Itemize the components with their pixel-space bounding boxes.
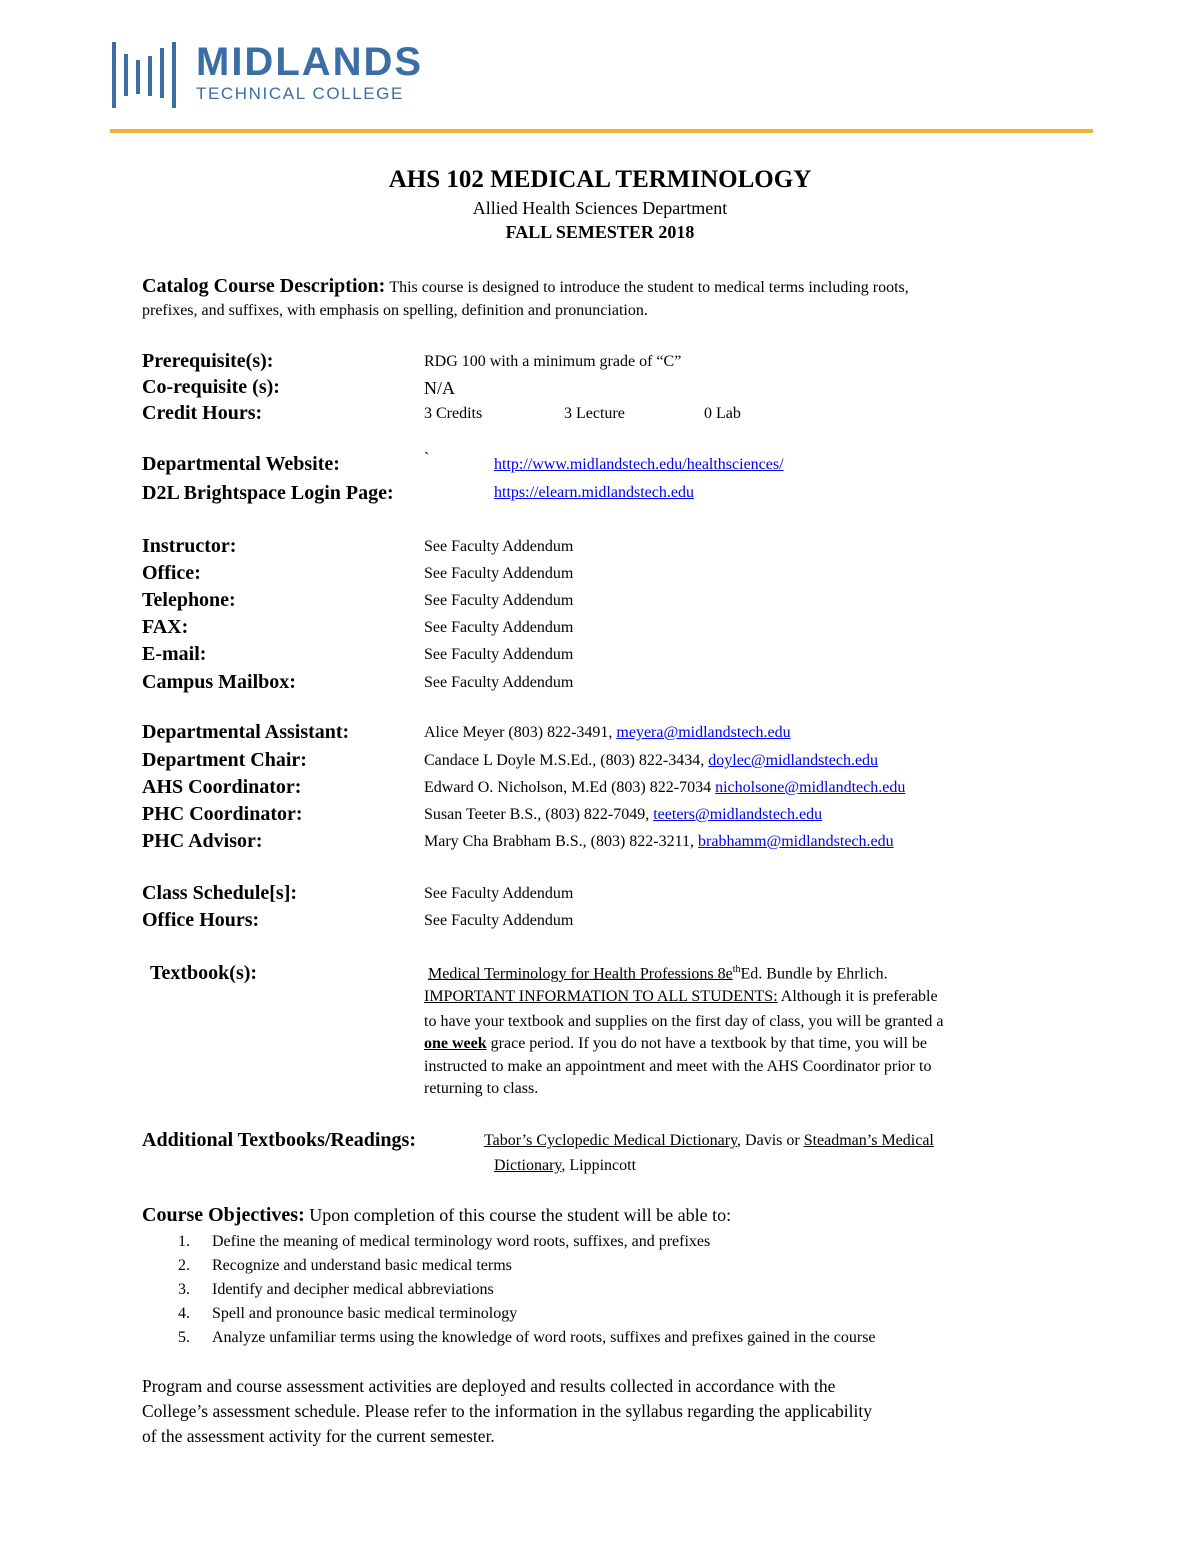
lab-value: 0 Lab xyxy=(704,405,741,422)
additional-mid: , Davis or xyxy=(737,1132,804,1149)
college-subtitle: TECHNICAL COLLEGE xyxy=(196,84,404,103)
objective-text: Define the meaning of medical terminology word roots, suffixes, and prefixes xyxy=(212,1233,711,1250)
email-value: See Faculty Addendum xyxy=(424,646,574,663)
steadmans-dictionary-cont: Dictionary xyxy=(494,1157,562,1174)
additional-textbooks-line2 xyxy=(494,1157,636,1175)
contact-text: Edward O. Nicholson, M.Ed (803) 822-7034 xyxy=(424,779,716,796)
ahs-coordinator-label: AHS Coordinator: xyxy=(142,776,302,798)
assessment-line1: Program and course assessment activities are deployed and results collected in accordance with the xyxy=(142,1376,836,1396)
catalog-text-line1: This course is designed to introduce the student to medical terms including roots, xyxy=(389,279,909,296)
objective-text: Analyze unfamiliar terms using the knowledge of word roots, suffixes and prefixes gained in the course xyxy=(212,1329,876,1346)
email-link[interactable]: nicholsone@midlandtech.edu xyxy=(715,779,906,796)
course-objectives-label: Course Objectives: xyxy=(142,1204,305,1226)
tabers-dictionary: Tabor’s Cyclopedic Medical Dictionary xyxy=(484,1132,738,1149)
campus-mailbox-label: Campus Mailbox: xyxy=(142,671,296,693)
email-link[interactable]: meyera@midlandstech.edu xyxy=(616,724,791,741)
campus-mailbox-value: See Faculty Addendum xyxy=(424,674,574,691)
objective-number: 4. xyxy=(178,1305,190,1322)
textbook-label: Textbook(s): xyxy=(150,962,258,984)
additional-end: , Lippincott xyxy=(561,1157,637,1174)
contact-text: Alice Meyer (803) 822-3491, xyxy=(424,724,617,741)
college-name: MIDLANDS xyxy=(196,40,424,84)
additional-textbooks-line1 xyxy=(484,1132,934,1150)
catalog-description xyxy=(142,275,909,298)
lecture-value: 3 Lecture xyxy=(564,405,625,422)
email-link[interactable]: doylec@midlandstech.edu xyxy=(708,752,879,769)
credits-value: 3 Credits xyxy=(424,405,483,422)
department-chair-value xyxy=(424,752,878,770)
office-value: See Faculty Addendum xyxy=(424,565,574,582)
departmental-website-link[interactable]: http://www.midlandstech.edu/healthsciences/ xyxy=(494,456,784,473)
important-notice: IMPORTANT INFORMATION TO ALL STUDENTS: xyxy=(424,988,778,1005)
ahs-coordinator-value xyxy=(424,779,905,797)
textbook-edition-rest: Ed. Bundle by Ehrlich. xyxy=(740,965,888,983)
departmental-assistant-value xyxy=(424,724,791,742)
course-objectives-heading xyxy=(142,1204,731,1227)
textbook-line6: returning to class. xyxy=(424,1080,539,1097)
corequisite-value: N/A xyxy=(424,378,455,398)
office-hours-value: See Faculty Addendum xyxy=(424,912,574,929)
objective-number: 2. xyxy=(178,1257,190,1274)
objective-text: Identify and decipher medical abbreviations xyxy=(212,1281,494,1298)
prerequisite-label: Prerequisite(s): xyxy=(142,350,274,372)
important-text: Although it is preferable xyxy=(777,988,938,1005)
email-link[interactable]: brabhamm@midlandstech.edu xyxy=(698,833,894,850)
semester: FALL SEMESTER 2018 xyxy=(505,222,695,242)
contact-text: Mary Cha Brabham B.S., (803) 822-3211, xyxy=(424,833,699,850)
department-name: Allied Health Sciences Department xyxy=(472,198,728,218)
textbook-title: Medical Terminology for Health Professions 8e xyxy=(428,965,733,983)
textbook-title-line xyxy=(428,964,888,983)
telephone-value: See Faculty Addendum xyxy=(424,592,574,609)
phc-advisor-value xyxy=(424,833,894,851)
objective-number: 1. xyxy=(178,1233,190,1250)
grace-period-text: grace period. If you do not have a textbook by that time, you will be xyxy=(486,1035,927,1052)
fax-label: FAX: xyxy=(142,616,189,638)
objective-number: 5. xyxy=(178,1329,190,1346)
email-label: E-mail: xyxy=(142,643,207,665)
phc-coordinator-label: PHC Coordinator: xyxy=(142,803,303,825)
contact-text: Susan Teeter B.S., (803) 822-7049, xyxy=(424,806,654,823)
instructor-label: Instructor: xyxy=(142,535,237,557)
phc-advisor-label: PHC Advisor: xyxy=(142,830,263,852)
textbook-important-line xyxy=(424,988,938,1006)
fax-value: See Faculty Addendum xyxy=(424,619,574,636)
textbook-line4 xyxy=(424,1035,927,1053)
steadmans-dictionary: Steadman’s Medical xyxy=(803,1132,934,1149)
catalog-label: Catalog Course Description: xyxy=(142,275,386,297)
textbook-edition-sup: th xyxy=(732,964,741,975)
assessment-line3: of the assessment activity for the current semester. xyxy=(142,1426,495,1446)
class-schedule-label: Class Schedule[s]: xyxy=(142,882,298,904)
course-objectives-intro: Upon completion of this course the student will be able to: xyxy=(304,1205,732,1225)
course-title: AHS 102 MEDICAL TERMINOLOGY xyxy=(388,166,812,193)
objective-text: Spell and pronounce basic medical terminology xyxy=(212,1305,518,1322)
textbook-line5: instructed to make an appointment and meet with the AHS Coordinator prior to xyxy=(424,1058,932,1075)
credit-hours-label: Credit Hours: xyxy=(142,402,263,424)
departmental-website-label: Departmental Website: xyxy=(142,453,340,475)
instructor-value: See Faculty Addendum xyxy=(424,538,574,555)
departmental-website-mark: ` xyxy=(424,450,430,467)
email-link[interactable]: teeters@midlandstech.edu xyxy=(653,806,823,823)
one-week-emphasis: one week xyxy=(424,1035,487,1052)
d2l-login-label: D2L Brightspace Login Page: xyxy=(142,482,394,504)
departmental-assistant-label: Departmental Assistant: xyxy=(142,721,350,743)
d2l-login-link[interactable]: https://elearn.midlandstech.edu xyxy=(494,484,694,501)
objective-number: 3. xyxy=(178,1281,190,1298)
contact-text: Candace L Doyle M.S.Ed., (803) 822-3434, xyxy=(424,752,709,769)
phc-coordinator-value xyxy=(424,806,822,824)
textbook-line3: to have your textbook and supplies on the first day of class, you will be granted a xyxy=(424,1013,944,1030)
header-divider xyxy=(110,129,1093,133)
additional-textbooks-label: Additional Textbooks/Readings: xyxy=(142,1129,416,1151)
objective-text: Recognize and understand basic medical terms xyxy=(212,1257,512,1274)
prerequisite-value: RDG 100 with a minimum grade of “C” xyxy=(424,353,682,370)
college-logo-mark xyxy=(110,42,180,108)
corequisite-label: Co-requisite (s): xyxy=(142,376,280,398)
class-schedule-value: See Faculty Addendum xyxy=(424,885,574,902)
assessment-line2: College’s assessment schedule. Please refer to the information in the syllabus regarding the applicability xyxy=(142,1401,872,1421)
telephone-label: Telephone: xyxy=(142,589,236,611)
office-label: Office: xyxy=(142,562,201,584)
office-hours-label: Office Hours: xyxy=(142,909,260,931)
department-chair-label: Department Chair: xyxy=(142,749,307,771)
catalog-text-line2: prefixes, and suffixes, with emphasis on spelling, definition and pronunciation. xyxy=(142,302,648,319)
